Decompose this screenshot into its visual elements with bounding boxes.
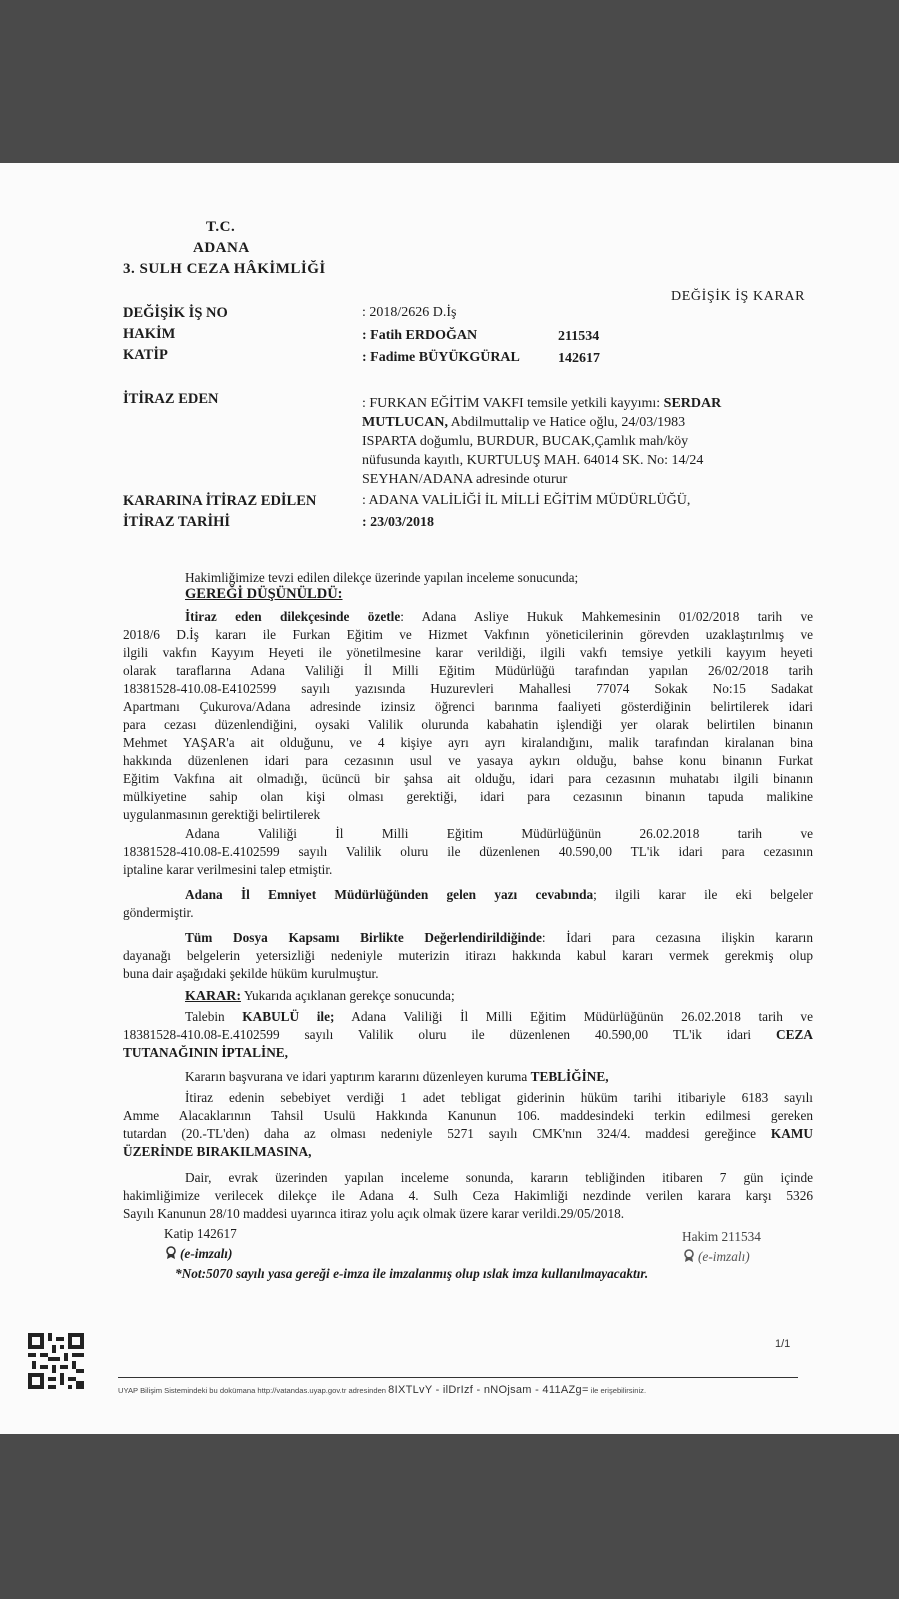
esignature-icon <box>165 1246 177 1260</box>
qr-code <box>28 1333 84 1389</box>
p2-line-3: iptaline karar verilmesini talep etmiştir. <box>123 862 333 877</box>
judge-signature: Hakim 211534 <box>682 1229 761 1244</box>
p2-line-1: Adana Valiliği İl Milli Eğitim Müdürlüğünün 26.02.2018 tarih ve <box>185 826 813 841</box>
k3-line-1: İtiraz edenin sebebiyet verdiği 1 adet tebligat giderinin hüküm tarihi itibariyle 6183 sayılı <box>185 1090 813 1105</box>
document-page <box>0 163 899 1434</box>
objector-line-2: MUTLUCAN, Abdilmuttalip ve Hatice oğlu, 24/03/1983 <box>362 415 686 430</box>
judge-value: : Fatih ERDOĞAN <box>362 328 478 343</box>
judge-label: HAKİM <box>123 326 176 342</box>
footer-text: UYAP Bilişim Sistemindeki bu dokümana http://vatandas.uyap.gov.tr adresinden 8IXTLvY - ilDrIzf - nNOjsam - 411AZg= ile erişebilirsiniz. <box>118 1384 647 1396</box>
p1-line-12: uygulanmasının gerektiği belirtilerek <box>123 807 321 822</box>
p1-line-8: Mehmet YAŞAR'a ait olduğunu, ve 4 kişiye ayrı ayrı kiralandığını, malik tarafından kiralanan bina <box>123 735 813 750</box>
case-no-value: : 2018/2626 D.İş <box>362 305 457 320</box>
header-tc: T.C. <box>206 219 236 235</box>
k3-line-4: ÜZERİNDE BIRAKILMASINA, <box>123 1144 312 1159</box>
clerk-id: 142617 <box>558 351 600 366</box>
p1-line-6: Apartmanı Çukurova/Adana adresinde izinsiz öğrenci barınma faaliyeti gösterdiğinin belirtilerek idari <box>123 699 813 714</box>
p1-line-11: mülkiyetine sahip olan kişi olması gerektiği, idari para cezasının binanın tapuda malikine <box>123 789 813 804</box>
objector-label: İTİRAZ EDEN <box>123 391 219 407</box>
clerk-value: : Fadime BÜYÜKGÜRAL <box>362 350 520 365</box>
esignature-icon <box>683 1249 695 1263</box>
p3-line-1: Adana İl Emniyet Müdürlüğünden gelen yazı cevabında; ilgili karar ile eki belgeler <box>185 887 813 902</box>
decision-value: : ADANA VALİLİĞİ İL MİLLİ EĞİTİM MÜDÜRLÜĞÜ, <box>362 493 691 508</box>
esig-note: *Not:5070 sayılı yasa gereği e-imza ile imzalanmış olup ıslak imza kullanılmayacaktır. <box>175 1266 649 1281</box>
judge-esig: (e-imzalı) <box>683 1248 750 1266</box>
considered-heading: GEREĞİ DÜŞÜNÜLDÜ: <box>185 586 343 602</box>
k3-line-3: tutardan (20.-TL'den) daha az olması nedeniyle 5271 sayılı CMK'nın 324/4. maddesi gereğince KAMU <box>123 1126 813 1141</box>
date-label: İTİRAZ TARİHİ <box>123 514 231 530</box>
k3-line-2: Amme Alacaklarının Tahsil Usulü Hakkında Kanunun 106. maddesindeki terkin edilmesi gereken <box>123 1108 813 1123</box>
k1-line-2: 18381528-410.08-E.4102599 sayılı Valilik oluru ile düzenlenen 40.590,00 TL'ik idari CEZA <box>123 1027 813 1042</box>
objector-line-1: : FURKAN EĞİTİM VAKFI temsile yetkili kayyımı: SERDAR <box>362 396 722 411</box>
page-number: 1/1 <box>775 1338 791 1350</box>
doc-type: DEĞİŞİK İŞ KARAR <box>671 289 806 304</box>
footer-divider <box>118 1377 798 1378</box>
k4-line-3: Sayılı Kanunun 28/10 maddesi uyarınca itiraz yolu açık olmak üzere karar verildi.29/05/2018. <box>123 1206 625 1221</box>
p1-line-9: hakkında düzenlenen idari para cezasının usul ve yasaya aykırı olduğu, bahse konu binanın Furkat <box>123 753 813 768</box>
judge-id: 211534 <box>558 329 600 344</box>
p1-line-5: 18381528-410.08-E4102599 sayılı yazısında Huzurevleri Mahallesi 77074 Sokak No:15 Sadakat <box>123 681 813 696</box>
p4-line-1: Tüm Dosya Kapsamı Birlikte Değerlendirildiğinde: İdari para cezasına ilişkin kararın <box>185 930 813 945</box>
p4-line-2: dayanağı belgelerin yetersizliği nedeniyle muterizin itirazı hakkında kabul kararı vermek gerekmiş olup <box>123 948 813 963</box>
k4-line-1: Dair, evrak üzerinden yapılan inceleme sonunda, kararın tebliğinden itibaren 7 gün içinde <box>185 1170 813 1185</box>
p4-line-3: buna dair aşağıdaki şekilde hüküm kurulmuştur. <box>123 966 379 981</box>
p1-line-10: Eğitim Vakfına ait olmadığı, ücüncü bir şahsa ait olduğu, idari para cezasının muhatabı ilgili binanın <box>123 771 813 786</box>
header-city: ADANA <box>193 240 250 256</box>
k1-line-3: TUTANAĞININ İPTALİNE, <box>123 1045 289 1060</box>
intro-text: Hakimliğimize tevzi edilen dilekçe üzerinde yapılan inceleme sonucunda; <box>185 570 579 585</box>
p1-line-1: İtiraz eden dilekçesinde özetle: Adana Asliye Hukuk Mahkemesinin 01/02/2018 tarih ve <box>185 609 813 624</box>
p1-line-2: 2018/6 D.İş kararı ile Furkan Eğitim ve Hizmet Vakfının yöneticilerinin görevden uzaklaştırılmış ve <box>123 627 813 642</box>
header-court: 3. SULH CEZA HÂKİMLİĞİ <box>123 261 326 277</box>
case-no-label: DEĞİŞİK İŞ NO <box>123 305 228 321</box>
karar-line: KARAR: Yukarıda açıklanan gerekçe sonucunda; <box>185 988 455 1004</box>
p1-line-3: ilgili vakfın Kayyım Heyeti ile yönetilmesine karar verildiği, ilgili vakfı temsiye yetkili kayyım heyeti <box>123 645 813 660</box>
objector-line-4: nüfusunda kayıtlı, KURTULUŞ MAH. 64014 SK. No: 14/24 <box>362 453 704 468</box>
clerk-label: KATİP <box>123 347 168 363</box>
p1-line-7: para cezası düzenlendiğini, oysaki Valilik olurunda kabahatin işlendiği yer olarak belirtilen binanın <box>123 717 813 732</box>
p3-line-2: göndermiştir. <box>123 905 194 920</box>
objector-line-3: ISPARTA doğumlu, BURDUR, BUCAK,Çamlık mah/köy <box>362 434 689 449</box>
clerk-signature: Katip 142617 <box>164 1226 237 1241</box>
k2-line: Kararın başvurana ve idari yaptırım kararını düzenleyen kuruma TEBLİĞİNE, <box>185 1069 609 1084</box>
k4-line-2: hakimliğimize verilecek dilekçe ile Adana 4. Sulh Ceza Hakimliği nezdinde verilen karara karşı 5326 <box>123 1188 813 1203</box>
k1-line-1: Talebin KABULÜ ile; Adana Valiliği İl Milli Eğitim Müdürlüğünün 26.02.2018 tarih ve <box>185 1009 813 1024</box>
decision-label: KARARINA İTİRAZ EDİLEN <box>123 493 317 509</box>
objector-line-5: SEYHAN/ADANA adresinde oturur <box>362 472 568 487</box>
date-value: : 23/03/2018 <box>362 515 434 530</box>
clerk-esig: (e-imzalı) <box>165 1245 232 1263</box>
p2-line-2: 18381528-410.08-E.4102599 sayılı Valilik oluru ile düzenlenen 40.590,00 TL'ik idari para cezasının <box>123 844 813 859</box>
p1-line-4: olarak taraflarına Adana Valiliği İl Milli Eğitim Müdürlüğü tarafından yapılan 26/02/2018 tarih <box>123 663 813 678</box>
